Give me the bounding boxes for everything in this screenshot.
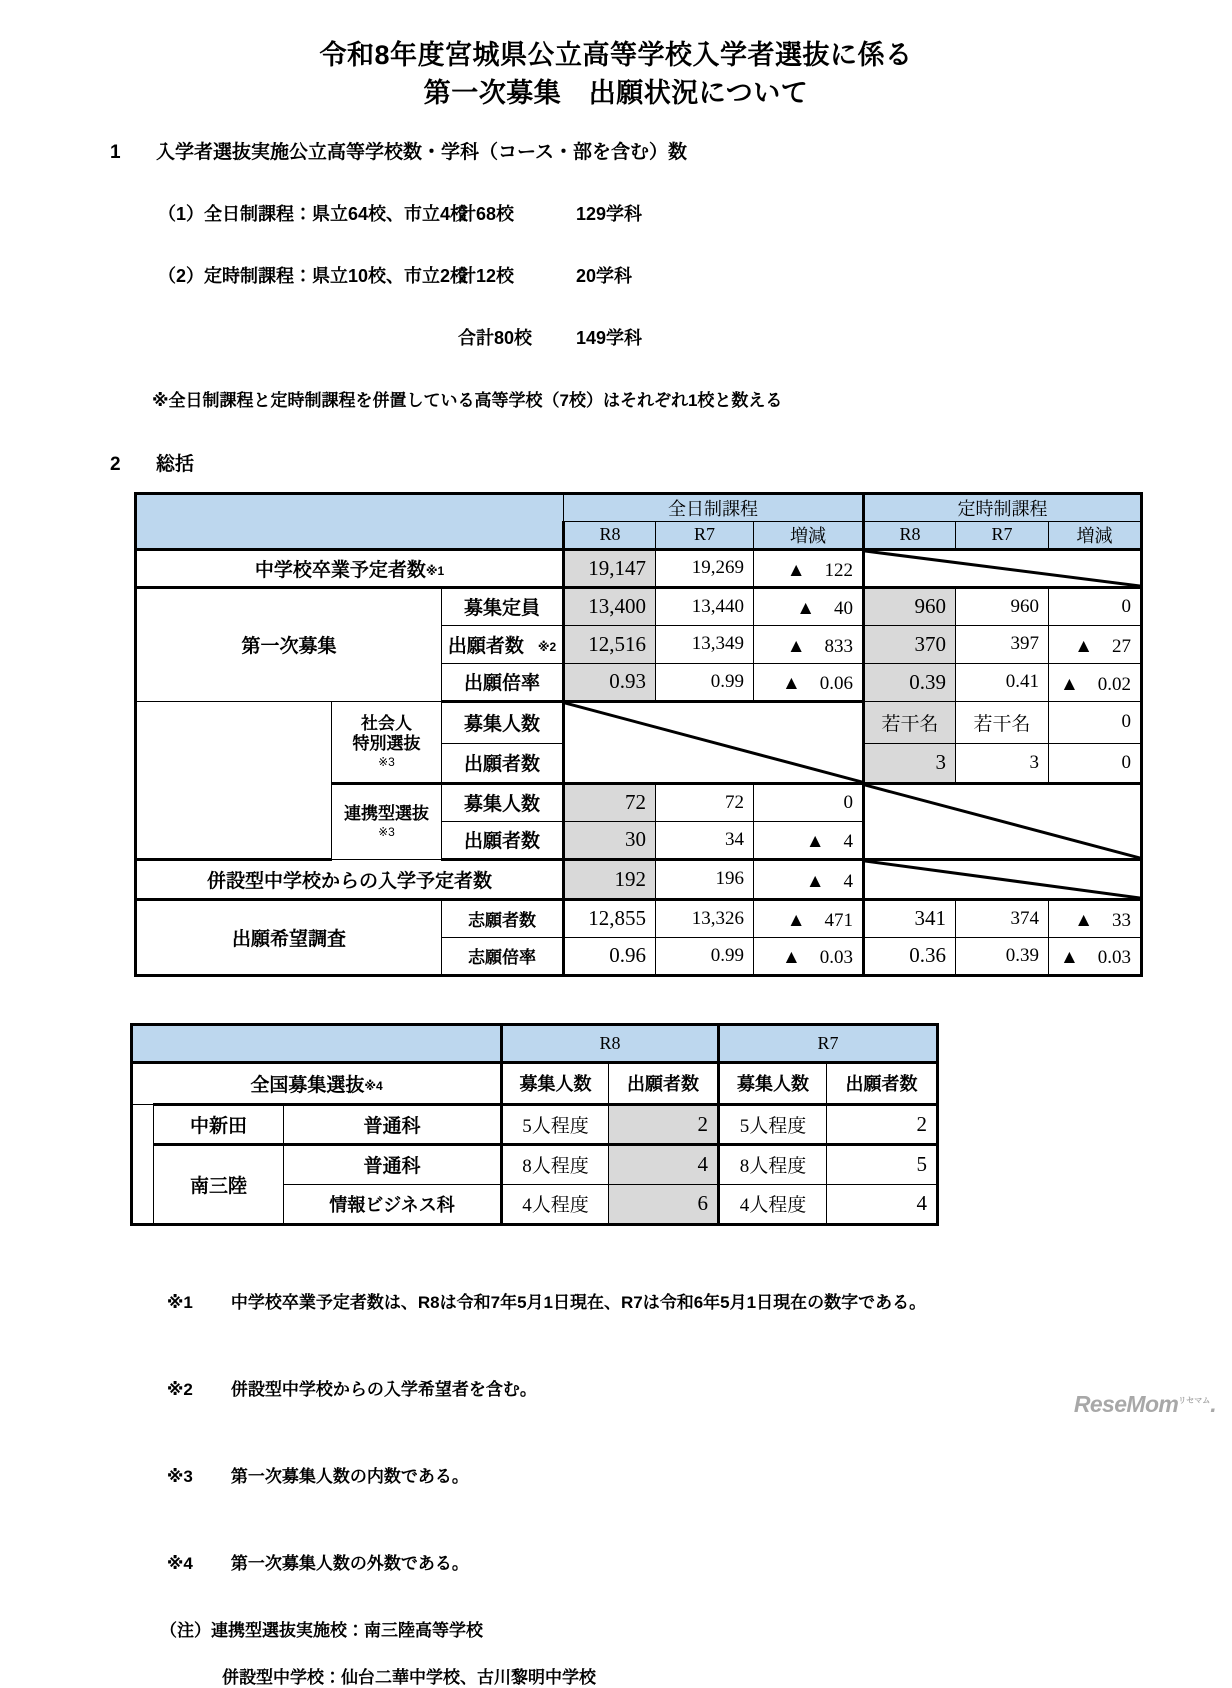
cell-survey-applicants-pt-r7: 374	[956, 899, 1049, 937]
section-1-note: ※全日制課程と定時制課程を併置している高等学校（7校）はそれぞれ1校と数える	[152, 390, 783, 410]
national-table-row	[132, 1144, 938, 1184]
national-dept-minamisanriku-futsu: 普通科	[284, 1144, 502, 1184]
watermark-superscript: リセマム	[1178, 1396, 1211, 1405]
cell-minamisanriku-futsu-r8-quota: 8人程度	[502, 1144, 609, 1184]
cell-nakaniida-r8-quota: 5人程度	[502, 1104, 609, 1144]
footnote-1-mark: ※1	[166, 1292, 193, 1312]
cell-survey-ratio-ft-r8: 0.96	[564, 937, 656, 975]
row-group-survey: 出願希望調査	[136, 899, 442, 975]
cell-survey-applicants-pt-r8: 341	[864, 899, 956, 937]
cell-survey-applicants-ft-diff: ▲ 471	[754, 899, 864, 937]
cell-quota-ft-r8: 13,400	[564, 587, 656, 625]
row-label-renkei-applicants: 出願者数	[442, 821, 564, 859]
cell-applicants-pt-r7: 397	[956, 625, 1049, 663]
cell-ratio-pt-diff: ▲ 0.02	[1049, 663, 1142, 701]
national-dept-nakaniida-futsu: 普通科	[284, 1104, 502, 1144]
national-subheader-r7-quota: 募集人数	[719, 1062, 827, 1104]
footnote-2	[148, 1355, 1232, 1420]
table-row-shakaijin-quota	[136, 701, 1142, 743]
cell-ratio-ft-r8: 0.93	[564, 663, 656, 701]
cell-survey-ratio-ft-r7: 0.99	[656, 937, 754, 975]
cell-quota-pt-r8: 960	[864, 587, 956, 625]
cell-renkei-applicants-ft-diff: ▲ 4	[754, 821, 864, 859]
header-parttime-r8: R8	[864, 521, 956, 549]
summary-table-container	[0, 492, 1232, 977]
note-renkei-school: （注）連携型選抜実施校：南三陸高等学校	[160, 1620, 483, 1640]
cell-survey-applicants-ft-r8: 12,855	[564, 899, 656, 937]
cell-minamisanriku-futsu-r7-applicants: 5	[827, 1144, 938, 1184]
cell-minamisanriku-business-r8-quota: 4人程度	[502, 1184, 609, 1224]
header-fulltime-r8: R8	[564, 521, 656, 549]
cell-shakaijin-quota-pt-r7: 若干名	[956, 701, 1049, 743]
cell-applicants-ft-r8: 12,516	[564, 625, 656, 663]
cell-shakaijin-quota-pt-diff: 0	[1049, 701, 1142, 743]
footnote-2-text: 併設型中学校からの入学希望者を含む。	[230, 1379, 537, 1399]
parttime-schools-label: （2）定時制課程：県立10校、市立2校	[158, 265, 469, 286]
national-subheader-r8-quota: 募集人数	[502, 1062, 609, 1104]
row-label-ratio: 出願倍率	[442, 663, 564, 701]
cell-applicants-pt-r8: 370	[864, 625, 956, 663]
section-1-heading	[110, 137, 1232, 164]
parttime-total-schools: 計12校	[458, 265, 515, 286]
grand-total-departments: 149学科	[576, 327, 643, 348]
row-label-survey-applicants: 志願者数	[442, 899, 564, 937]
national-row-gutter	[132, 1104, 154, 1224]
national-subheader-r8-applicants: 出願者数	[609, 1062, 719, 1104]
national-table-row	[132, 1104, 938, 1144]
cell-renkei-quota-ft-r8: 72	[564, 783, 656, 821]
section-2-heading-text: 総括	[156, 453, 195, 475]
national-header-r8: R8	[502, 1024, 719, 1062]
cell-ratio-pt-r7: 0.41	[956, 663, 1049, 701]
cell-shakaijin-applicants-pt-diff: 0	[1049, 743, 1142, 783]
national-recruitment-table	[130, 1023, 939, 1226]
row-label-shakaijin-applicants: 出願者数	[442, 743, 564, 783]
cell-ratio-pt-r8: 0.39	[864, 663, 956, 701]
cell-heisetsu-ft-r8: 192	[564, 859, 656, 899]
national-header-r7: R7	[719, 1024, 938, 1062]
row-label-graduates: 中学校卒業予定者数※1	[136, 549, 564, 587]
cell-renkei-pt-blank	[864, 783, 1142, 859]
table-row-graduates	[136, 549, 1142, 587]
national-school-minamisanriku: 南三陸	[154, 1144, 284, 1224]
row-label-heisetsu: 併設型中学校からの入学予定者数	[136, 859, 564, 899]
cell-quota-ft-diff: ▲ 40	[754, 587, 864, 625]
cell-ratio-ft-r7: 0.99	[656, 663, 754, 701]
national-subheader-r7-applicants: 出願者数	[827, 1062, 938, 1104]
cell-applicants-pt-diff: ▲ 27	[1049, 625, 1142, 663]
table-row-quota	[136, 587, 1142, 625]
national-dept-minamisanriku-business: 情報ビジネス科	[284, 1184, 502, 1224]
cell-renkei-applicants-ft-r7: 34	[656, 821, 754, 859]
cell-quota-pt-diff: 0	[1049, 587, 1142, 625]
section-1-number: 1	[110, 141, 121, 163]
resemom-watermark	[1074, 1391, 1216, 1418]
cell-survey-ratio-pt-r7: 0.39	[956, 937, 1049, 975]
table-header-group-row	[136, 493, 1142, 521]
footnote-4	[148, 1529, 1232, 1594]
cell-graduates-ft-r8: 19,147	[564, 549, 656, 587]
cell-heisetsu-ft-diff: ▲ 4	[754, 859, 864, 899]
document-title	[0, 0, 1232, 113]
national-header-corner-blank	[132, 1024, 502, 1062]
section-1-row-parttime	[148, 241, 1232, 288]
header-parttime-r7: R7	[956, 521, 1049, 549]
cell-renkei-quota-ft-diff: 0	[754, 783, 864, 821]
summary-table	[134, 492, 1143, 977]
cell-survey-applicants-ft-r7: 13,326	[656, 899, 754, 937]
cell-minamisanriku-futsu-r7-quota: 8人程度	[719, 1144, 827, 1184]
fulltime-total-departments: 129学科	[576, 203, 643, 224]
cell-survey-ratio-pt-diff: ▲ 0.03	[1049, 937, 1142, 975]
title-line-1: 令和8年度宮城県公立高等学校入学者選抜に係る	[319, 40, 913, 70]
cell-survey-ratio-ft-diff: ▲ 0.03	[754, 937, 864, 975]
cell-ratio-ft-diff: ▲ 0.06	[754, 663, 864, 701]
footnote-1	[148, 1268, 1232, 1333]
footnote-2-mark: ※2	[166, 1379, 193, 1399]
cell-nakaniida-r8-applicants: 2	[609, 1104, 719, 1144]
parttime-total-departments: 20学科	[576, 265, 633, 286]
row-group-first-recruitment: 第一次募集	[136, 587, 442, 701]
header-fulltime-diff: 増減	[754, 521, 864, 549]
watermark-dot: .	[1210, 1391, 1216, 1417]
cell-applicants-ft-diff: ▲ 833	[754, 625, 864, 663]
header-corner-blank	[136, 493, 564, 549]
cell-graduates-pt-blank	[864, 549, 1142, 587]
cell-renkei-applicants-ft-r8: 30	[564, 821, 656, 859]
cell-quota-ft-r7: 13,440	[656, 587, 754, 625]
cell-minamisanriku-business-r8-applicants: 6	[609, 1184, 719, 1224]
section-1-row-fulltime	[148, 179, 1232, 226]
row-group-shakaijin: 社会人 特別選抜 ※3	[332, 701, 442, 783]
cell-shakaijin-quota-pt-r8: 若干名	[864, 701, 956, 743]
footnote-3	[148, 1442, 1232, 1507]
row-label-survey-ratio: 志願倍率	[442, 937, 564, 975]
cell-nakaniida-r7-applicants: 2	[827, 1104, 938, 1144]
cell-survey-applicants-pt-diff: ▲ 33	[1049, 899, 1142, 937]
section-2-heading	[110, 449, 1232, 476]
footnote-4-mark: ※4	[166, 1553, 193, 1573]
national-header-year-row	[132, 1024, 938, 1062]
grand-total-schools: 合計80校	[458, 327, 533, 348]
footnote-4-text: 第一次募集人数の外数である。	[230, 1553, 469, 1573]
fulltime-schools-label: （1）全日制課程：県立64校、市立4校	[158, 203, 469, 224]
cell-nakaniida-r7-quota: 5人程度	[719, 1104, 827, 1144]
cell-shakaijin-applicants-pt-r8: 3	[864, 743, 956, 783]
row-indent-gutter	[136, 701, 332, 859]
national-title: 全国募集選抜※4	[132, 1062, 502, 1104]
row-label-quota: 募集定員	[442, 587, 564, 625]
cell-heisetsu-pt-blank	[864, 859, 1142, 899]
note-heisetsu-schools: 併設型中学校：仙台二華中学校、古川黎明中学校	[222, 1667, 596, 1687]
cell-shakaijin-ft-blank	[564, 701, 864, 783]
row-label-shakaijin-quota: 募集人数	[442, 701, 564, 743]
section-2-number: 2	[110, 453, 121, 475]
header-parttime-group: 定時制課程	[864, 493, 1142, 521]
footnote-1-text: 中学校卒業予定者数は、R8は令和7年5月1日現在、R7は令和6年5月1日現在の数字である。	[230, 1292, 927, 1312]
cell-shakaijin-applicants-pt-r7: 3	[956, 743, 1049, 783]
row-label-applicants: 出願者数 ※2	[442, 625, 564, 663]
header-fulltime-r7: R7	[656, 521, 754, 549]
cell-minamisanriku-futsu-r8-applicants: 4	[609, 1144, 719, 1184]
row-group-renkei: 連携型選抜 ※3	[332, 783, 442, 859]
cell-heisetsu-ft-r7: 196	[656, 859, 754, 899]
fulltime-total-schools: 計68校	[458, 203, 515, 224]
cell-graduates-ft-r7: 19,269	[656, 549, 754, 587]
national-school-nakaniida: 中新田	[154, 1104, 284, 1144]
cell-minamisanriku-business-r7-quota: 4人程度	[719, 1184, 827, 1224]
footnote-3-text: 第一次募集人数の内数である。	[230, 1466, 469, 1486]
cell-applicants-ft-r7: 13,349	[656, 625, 754, 663]
header-parttime-diff: 増減	[1049, 521, 1142, 549]
row-label-renkei-quota: 募集人数	[442, 783, 564, 821]
section-1-row-grandtotal	[448, 303, 1232, 350]
cell-survey-ratio-pt-r8: 0.36	[864, 937, 956, 975]
cell-minamisanriku-business-r7-applicants: 4	[827, 1184, 938, 1224]
cell-graduates-ft-diff: ▲ 122	[754, 549, 864, 587]
footnotes-section	[0, 1268, 1232, 1688]
national-header-sub-row	[132, 1062, 938, 1104]
section-1-heading-text: 入学者選抜実施公立高等学校数・学科（コース・部を含む）数	[156, 141, 688, 163]
title-line-2: 第一次募集 出願状況について	[423, 78, 809, 109]
cell-renkei-quota-ft-r7: 72	[656, 783, 754, 821]
footnote-3-mark: ※3	[166, 1466, 193, 1486]
cell-quota-pt-r7: 960	[956, 587, 1049, 625]
table-row-heisetsu	[136, 859, 1142, 899]
watermark-text: ReseMom	[1073, 1391, 1179, 1417]
table-row-survey-applicants	[136, 899, 1142, 937]
header-fulltime-group: 全日制課程	[564, 493, 864, 521]
